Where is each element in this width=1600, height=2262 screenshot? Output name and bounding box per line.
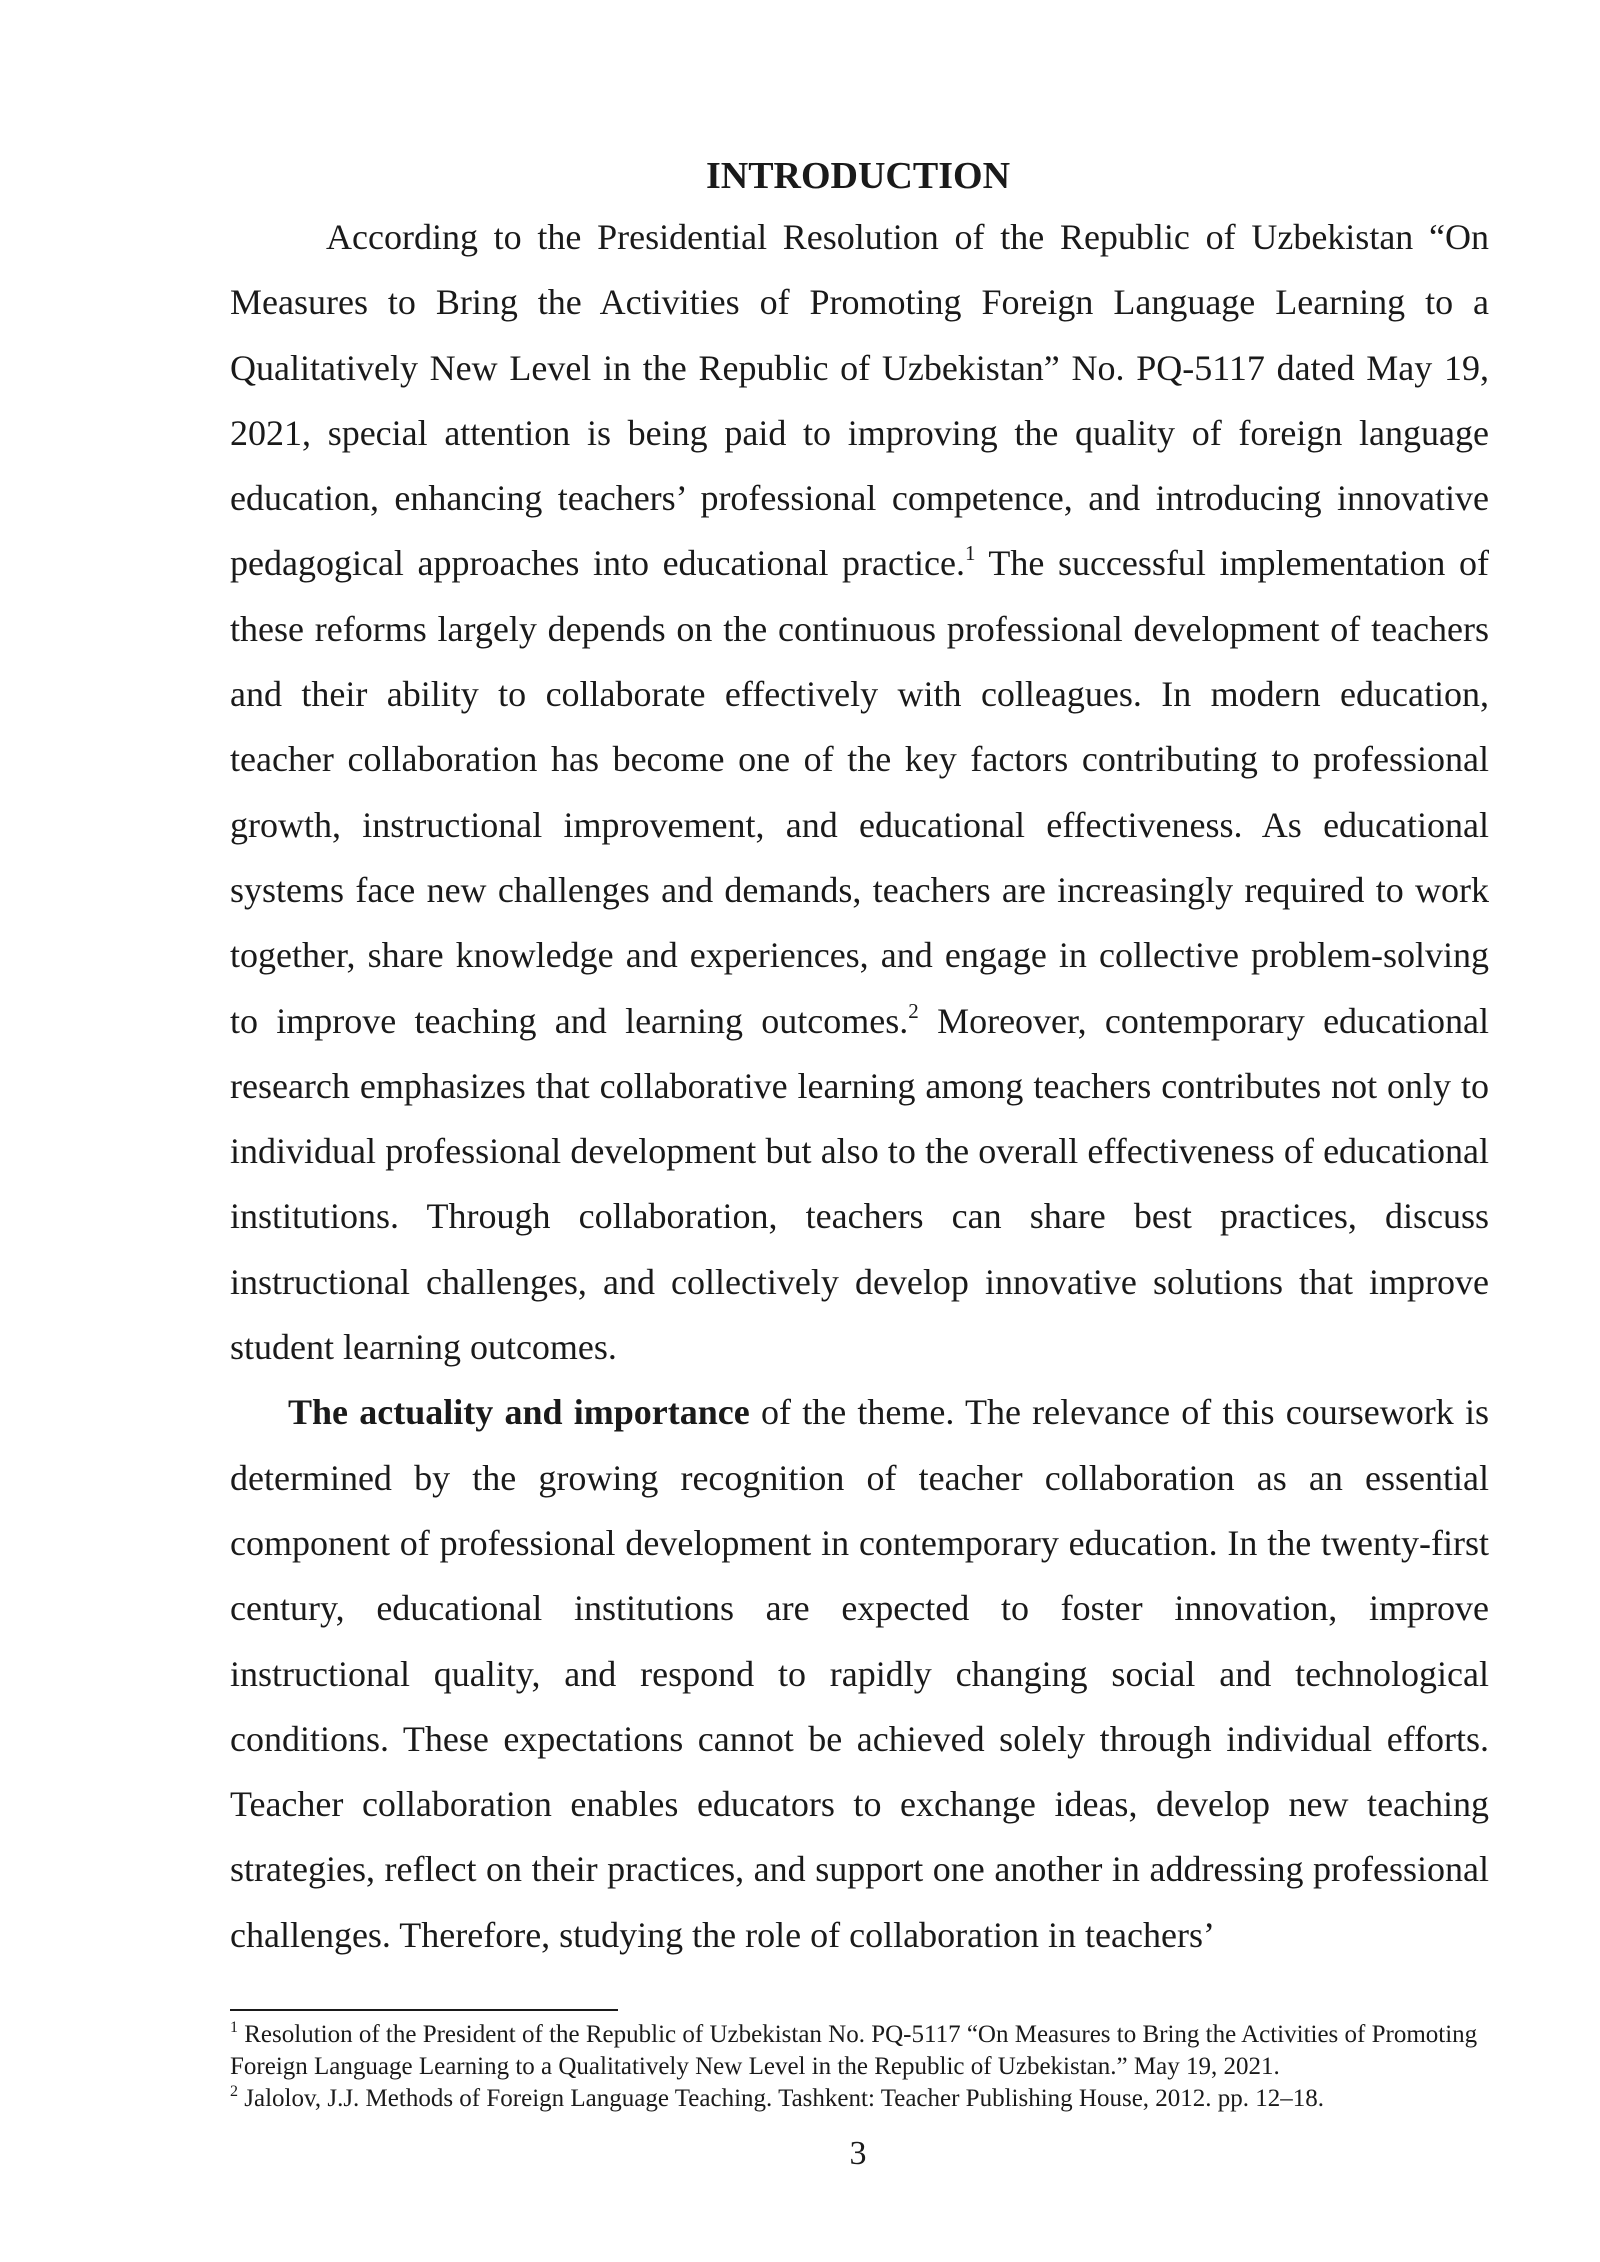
body-text	[230, 205, 1489, 1968]
intro-paragraph	[230, 205, 1489, 1380]
footnote-1	[230, 2019, 1500, 2083]
actuality-text: of the theme. The relevance of this coursework is determined by the growing recognition of teacher collaboration as an essential component of professional development in contemporary education. In the twenty-first century, educational institutions are expected to foster innovation, improve instructional quality, and respond to rapidly changing social and technological conditions. These expectations cannot be achieved solely through individual efforts. Teacher collaboration enables educators to exchange ideas, develop new teaching strategies, reflect on their practices, and support one another in addressing professional challenges. Therefore, studying the role of collaboration in teachers’	[230, 1392, 1489, 1955]
intro-text-part-3: Moreover, contemporary educational research emphasizes that collaborative learning among teachers contributes not only to individual professional development but also to the overall effectiveness of educational institutions. Through collaboration, teachers can share best practices, discuss instructional challenges, and collectively develop innovative solutions that improve student learning outcomes.	[230, 1000, 1489, 1368]
footnote-separator	[230, 2009, 618, 2011]
page-number: 3	[849, 2135, 867, 2172]
footnote-reference-1[interactable]: 1	[964, 541, 976, 566]
intro-text-part-2: The successful implementation of these reforms largely depends on the continuous professional development of teachers and their ability to collaborate effectively with colleagues. In modern education, teacher collaboration has become one of the key factors contributing to professional growth, instructional improvement, and educational effectiveness. As educational systems face new challenges and demands, teachers are increasingly required to work together, share knowledge and experiences, and engage in collective problem-solving to improve teaching and learning outcomes.	[230, 543, 1489, 1041]
intro-text-part-1: According to the Presidential Resolution of the Republic of Uzbekistan “On Measures to Bring the Activities of Promoting Foreign Language Learning to a Qualitatively New Level in the Republic of Uzbekistan” No. PQ-5117 dated May 19, 2021, special attention is being paid to improving the quality of foreign language education, enhancing teachers’ professional competence, and introducing innovative pedagogical approaches into educational practice.	[230, 217, 1489, 584]
actuality-paragraph	[230, 1380, 1489, 1968]
actuality-bold-lead: The actuality and importance	[288, 1392, 750, 1433]
footnote-mark-2: 2	[230, 2082, 238, 2100]
footnote-2-text: Jalolov, J.J. Methods of Foreign Language Teaching. Tashkent: Teacher Publishing House, 2012. pp. 12–18.	[238, 2085, 1325, 2112]
footnotes	[230, 2019, 1500, 2115]
page-heading: INTRODUCTION	[705, 155, 1011, 197]
footnote-reference-2[interactable]: 2	[908, 998, 919, 1023]
footnote-2	[230, 2083, 1500, 2115]
footnote-mark-1: 1	[230, 2018, 238, 2036]
footnote-1-text: Resolution of the President of the Republic of Uzbekistan No. PQ-5117 “On Measures to Bring the Activities of Promoting Foreign Language Learning to a Qualitatively New Level in the Republic of Uzbekistan.” May 19, 2021.	[230, 2021, 1478, 2080]
